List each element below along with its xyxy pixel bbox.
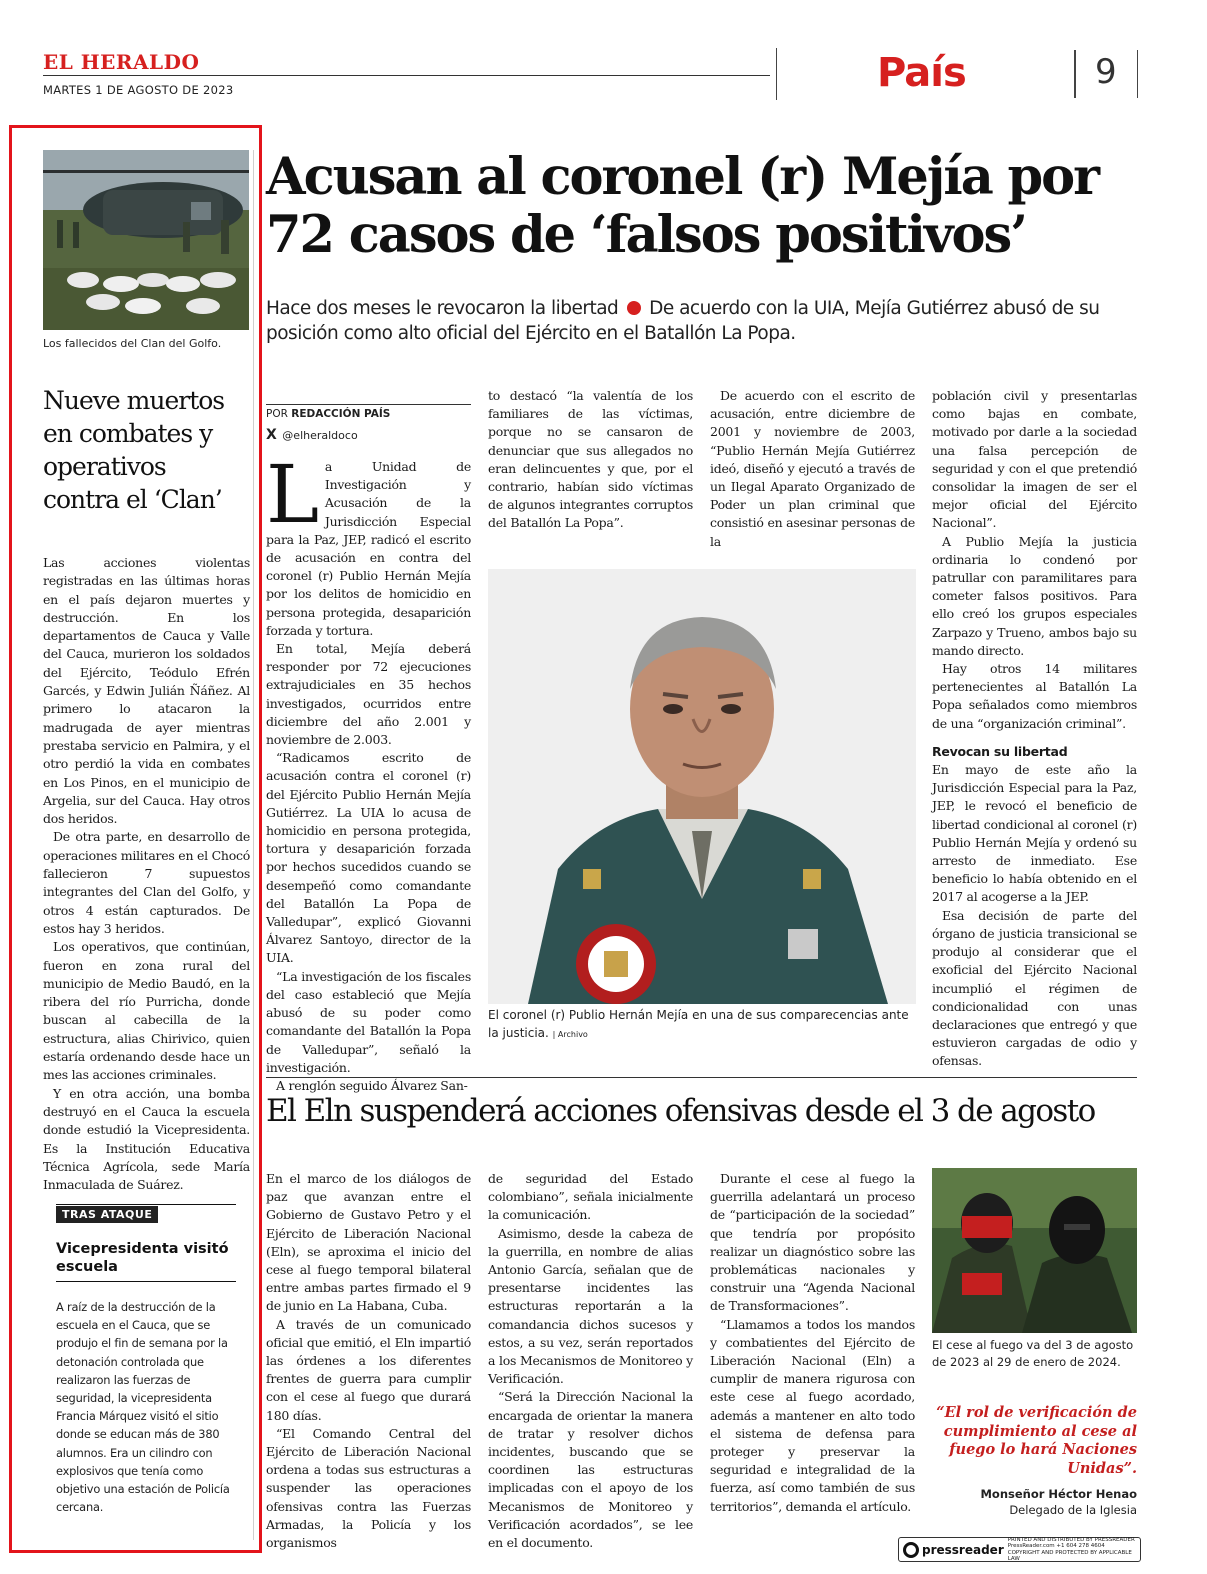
masthead-divider xyxy=(776,48,777,100)
byline-prefix: POR xyxy=(266,408,288,420)
bullet-dot-icon xyxy=(627,301,641,315)
quote-author: Monseñor Héctor Henao xyxy=(980,1487,1137,1501)
pressreader-icon xyxy=(903,1542,919,1558)
article-paragraph: Durante el cese al fuego la guerrilla adelantará un proceso de “participación de la sociedad” que tendría por propósito realizar un diagnóstico sobre las problemáticas nacionales y construir una “Agenda Nacional de Transformaciones”. xyxy=(710,1171,915,1314)
main-headline: Acusan al coronel (r) Mejía por 72 casos de ‘falsos positivos’ xyxy=(266,147,1099,265)
article-column-3 xyxy=(710,387,915,551)
main-deck xyxy=(266,296,1156,346)
article-paragraph: “La investigación de los fiscales del caso estableció que Mejía abusó de su poder como comandante del Batallón la Popa de Valledupar”, señaló la investigación. xyxy=(266,968,471,1075)
portrait-caption-text: El coronel (r) Publio Hernán Mejía en una de sus comparecencias ante la justicia. xyxy=(488,1008,909,1040)
article-paragraph: De acuerdo con el escrito de acusación, entre diciembre de 2001 y noviembre de 2003, “Publio Hernán Mejía Gutiérrez ideó, diseñó y ejecutó a través de un Ilegal Aparato Organizado de Poder un plan criminal que consistió en asesinar personas de la xyxy=(710,388,915,549)
quote-role: Delegado de la Iglesia xyxy=(1009,1503,1137,1517)
article-column-1 xyxy=(266,448,471,1095)
article-paragraph: Hay otros 14 militares pertenecientes al Batallón La Popa señalados como miembros de una “organización criminal”. xyxy=(932,661,1137,731)
box-body: A raíz de la destrucción de la escuela en el Cauca, que se produjo el fin de semana por la detonación controlada que realizaron las fuerzas de seguridad, la vicepresidenta Francia Márquez visitó el sitio donde se educan más de 380 alumnos. Era un cilindro con explosivos que tenía como objetivo una estación de Policía cercana. xyxy=(56,1300,230,1515)
pressreader-notice: PRINTED AND DISTRIBUTED BY PRESSREADER PressReader.com +1 604 278 4604 COPYRIGHT AND PROTECTED BY APPLICABLE LAW xyxy=(1007,1536,1135,1562)
helicopter-scene-image xyxy=(43,150,249,330)
sidebar-body xyxy=(43,554,250,1194)
article-paragraph: “El Comando Central del Ejército de Liberación Nacional ordena a todas sus estructuras a suspender las operaciones ofensivas contra las Fuerzas Armadas, la Policía y los organismos xyxy=(266,1425,471,1551)
sidebar-headline: Nueve muertos en combates y operativos contra el ‘Clan’ xyxy=(43,386,225,514)
article-paragraph: “Será la Dirección Nacional la encargada de orientar la manera de tratar y resolver dichos incidentes, buscando que se coordinen las estructuras implicadas con el apoyo de los Mecanismos de Monitoreo y Verificación acordados”, se lee en el documento. xyxy=(488,1389,693,1551)
eln-column-2 xyxy=(488,1170,693,1552)
sidebar-paragraph: Y en otra acción, una bomba destruyó en el Cauca la escuela donde estudió la Vicepresidenta. Es la Institución Educativa Técnica Agrícola, sede María Inmaculada de Suárez. xyxy=(43,1085,250,1193)
article-paragraph: La Unidad de Investigación y Acusación de la Jurisdicción Especial para la Paz, JEP, radicó el escrito de acusación en contra del coronel (r) Publio Hernán Mejía por los delitos de homicidio en persona protegida, desaparición forzada y tortura. xyxy=(266,448,471,638)
eln-photo-caption: El cese al fuego va del 3 de agosto de 2023 al 29 de enero de 2024. xyxy=(932,1338,1134,1369)
deck-part2: De acuerdo con la UIA, Mejía Gutiérrez abusó de su posición como alto oficial del Ejército en el Batallón La Popa. xyxy=(266,298,1100,344)
byline-author: REDACCIÓN PAÍS xyxy=(291,408,391,420)
issue-date: MARTES 1 DE AGOSTO DE 2023 xyxy=(43,83,234,97)
article-paragraph: A renglón seguido Álvarez San- xyxy=(276,1077,468,1093)
box-headline: Vicepresidenta visitó escuela xyxy=(56,1241,229,1275)
eln-column-3 xyxy=(710,1170,915,1516)
article-column-2 xyxy=(488,387,693,533)
colonel-portrait-photo xyxy=(488,569,916,1004)
pressreader-badge xyxy=(898,1537,1141,1562)
newspaper-logo: EL HERALDO xyxy=(43,50,200,74)
article-separator xyxy=(266,1077,1137,1078)
page-number-divider xyxy=(1074,50,1076,98)
portrait-caption xyxy=(488,1006,918,1044)
handle-text: @elheraldoco xyxy=(282,429,358,442)
article-paragraph: Esa decisión de parte del órgano de justicia transicional se produjo al considerar que el exoficial del Ejército Nacional incumplió el régimen de condicionalidad con unas declaraciones que entregó y que estuvieron cargadas de odio y ofensas. xyxy=(932,907,1137,1069)
photo-credit: | Archivo xyxy=(552,1030,588,1039)
masthead-rule xyxy=(43,75,770,76)
guerrilla-image xyxy=(932,1168,1137,1333)
article-subhead: Revocan su libertad xyxy=(932,743,1068,759)
article-paragraph: En total, Mejía deberá responder por 72 ejecuciones extrajudiciales en 35 hechos investigados, ocurridos entre diciembre del año 2.001 y noviembre de 2.003. xyxy=(266,641,471,748)
drop-cap: L xyxy=(266,448,319,541)
page-number-divider-right xyxy=(1137,50,1138,98)
pressreader-logo: pressreader xyxy=(903,1542,1004,1558)
article-paragraph: “Radicamos escrito de acusación contra el coronel (r) del Ejército Publio Hernán Mejía Gutiérrez. La UIA lo acusa de homicidio en persona protegida, tortura y desaparición forzada por hechos sucedidos cuando se desempeñó como comandante del Batallón La Popa de Valledupar”, explicó Giovanni Álvarez Santoyo, director de la UIA. xyxy=(266,750,471,966)
box-tag: TRAS ATAQUE xyxy=(56,1206,158,1223)
article-paragraph: “Llamamos a todos los mandos y combatientes del Ejército de Liberación Nacional (Eln) a cumplir de manera rigurosa con este cese al fuego acordado, además a mantener en alto todo el sistema de defensa para proteger y preservar la seguridad e integralidad de la fuerza, así como también de sus territorios”, demanda el artículo. xyxy=(710,1316,915,1514)
article-paragraph: Asimismo, desde la cabeza de la guerrilla, en nombre de alias Antonio García, señalan que de presentarse incidentes las estructuras reportarán a la comandancia dichos sucesos y estos, a su vez, serán reportados a los Mecanismos de Monitoreo y Verificación. xyxy=(488,1225,693,1387)
byline xyxy=(266,408,471,420)
article-paragraph: En el marco de los diálogos de paz que avanzan entre el Gobierno de Gustavo Petro y el Ejército de Liberación Nacional (Eln), se aproxima el inicio del cese al fuego temporal bilateral entre ambas partes firmado el 9 de junio en La Habana, Cuba. xyxy=(266,1171,471,1314)
article-paragraph: A Publio Mejía la justicia ordinaria lo condenó por patrullar con paramilitares para cometer falsos positivos. Para ello creó los grupos especiales Zarpazo y Trueno, ambos bajo su mando directo. xyxy=(932,533,1137,658)
article-paragraph: En mayo de este año la Jurisdicción Especial para la Paz, JEP, le revocó el beneficio de libertad condicional al coronel (r) Publio Hernán Mejía y ordenó su arresto de inmediato. Ese beneficio lo había obtenido en el 2017 al acogerse a la JEP. xyxy=(932,762,1137,905)
section-title: País xyxy=(877,50,966,96)
box-rule xyxy=(56,1281,236,1282)
column-divider xyxy=(253,150,254,1540)
sidebar-paragraph: De otra parte, en desarrollo de operaciones militares en el Chocó fallecieron 7 supuestos integrantes del Clan del Golfo, y otros 4 están capturados. De estos hay 3 heridos. xyxy=(43,829,251,936)
article-paragraph: A través de un comunicado oficial que emitió, el Eln impartió las órdenes a los diferentes frentes de guerra para cumplir con el cese al fuego que durará 180 días. xyxy=(266,1316,471,1423)
sidebar-photo-caption: Los fallecidos del Clan del Golfo. xyxy=(43,337,222,350)
second-headline: El Eln suspenderá acciones ofensivas desde el 3 de agosto xyxy=(266,1093,1095,1129)
article-paragraph: de seguridad del Estado colombiano”, señala inicialmente la comunicación. xyxy=(488,1171,693,1223)
box-top-rule xyxy=(56,1204,236,1205)
sidebar-paragraph: Las acciones violentas registradas en las últimas horas en el país dejaron muertes y destrucción. En los departamentos de Cauca y Valle del Cauca, murieron los soldados del Ejército, Teódulo Efrén Garcés, y Edwin Julián Ñáñez. Al primero lo atacaron la madrugada de ayer mientras prestaba servicio en Palmira, y el otro perdió la vida en combates en Los Pinos, en el municipio de Argelia, sur del Cauca. Hay otros dos heridos. xyxy=(43,555,250,827)
sidebar-photo xyxy=(43,150,249,330)
byline-rule xyxy=(266,404,471,405)
article-paragraph: población civil y presentarlas como bajas en combate, motivado por darle a la sociedad una falsa percepción de seguridad y con el que pretendió consolidar la imagen de ser el mejor oficial del Ejército Nacional”. xyxy=(932,388,1137,531)
x-logo-icon: X xyxy=(266,427,277,443)
deck-part1: Hace dos meses le revocaron la libertad xyxy=(266,298,619,319)
article-column-4 xyxy=(932,387,1137,1071)
article-paragraph: to destacó “la valentía de los familiares de las víctimas, porque no se cansaron de denunciar que sus allegados no eran delincuentes y que, por el contrario, habían sido víctimas de algunos integrantes corruptos del Batallón La Popa”. xyxy=(488,388,693,531)
social-handle xyxy=(266,427,358,443)
eln-column-1 xyxy=(266,1170,471,1552)
eln-guerrilla-photo xyxy=(932,1168,1137,1333)
pull-quote: “El rol de verificación de cumplimiento al cese al fuego lo hará Naciones Unidas”. xyxy=(936,1404,1137,1477)
sidebar-paragraph: Los operativos, que continúan, fueron en zona rural del municipio de Medio Baudó, en la ribera del río Purricha, donde buscan al cabecilla de la estructura, alias Chirivico, quien estaría ordenando desde hace un mes las acciones criminales. xyxy=(43,939,250,1083)
page-number: 9 xyxy=(1095,52,1117,92)
colonel-portrait-image xyxy=(488,569,916,1004)
